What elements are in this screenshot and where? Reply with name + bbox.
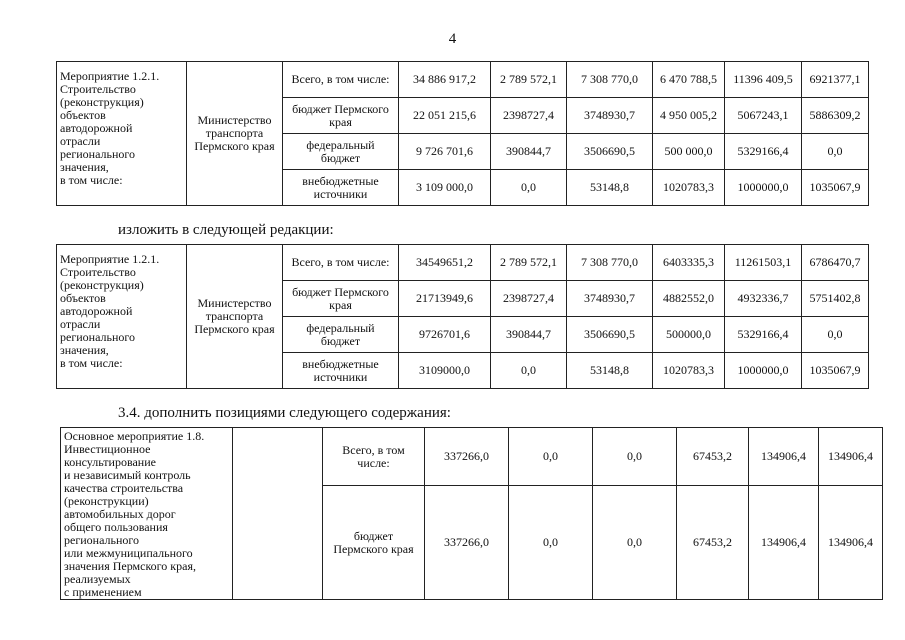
value-cell: 3506690,5 — [567, 134, 653, 170]
value-cell: 9 726 701,6 — [399, 134, 491, 170]
value-cell: 0,0 — [491, 353, 567, 389]
value-cell: 1000000,0 — [725, 170, 802, 206]
value-cell: 11396 409,5 — [725, 62, 802, 98]
funding-source-label: Всего, в том числе: — [323, 428, 425, 486]
activity-description: Основное мероприятие 1.8. Инвестиционное консультирование и независимый контроль качества строительства (реконструкции) автомобильных дорог общего пользования регионального или межмуниципального значения Пермского края, реализуемых с применением — [61, 428, 233, 600]
value-cell: 1000000,0 — [725, 353, 802, 389]
funding-source-label: внебюджетные источники — [283, 353, 399, 389]
value-cell: 4 950 005,2 — [653, 98, 725, 134]
value-cell: 3109000,0 — [399, 353, 491, 389]
value-cell: 53148,8 — [567, 170, 653, 206]
value-cell: 134906,4 — [749, 486, 819, 600]
funding-source-label: федеральный бюджет — [283, 317, 399, 353]
budget-table-addition — [60, 427, 883, 600]
instruction-text: изложить в следующей редакции: — [118, 222, 334, 238]
value-cell: 21713949,6 — [399, 281, 491, 317]
instruction-text: 3.4. дополнить позициями следующего содержания: — [118, 405, 451, 421]
value-cell: 390844,7 — [491, 317, 567, 353]
value-cell: 4932336,7 — [725, 281, 802, 317]
value-cell: 7 308 770,0 — [567, 62, 653, 98]
value-cell: 0,0 — [593, 486, 677, 600]
value-cell: 53148,8 — [567, 353, 653, 389]
table-row — [61, 428, 883, 486]
value-cell: 5329166,4 — [725, 317, 802, 353]
value-cell: 1020783,3 — [653, 170, 725, 206]
funding-source-label: бюджет Пермского края — [283, 98, 399, 134]
value-cell: 6 470 788,5 — [653, 62, 725, 98]
value-cell: 0,0 — [802, 317, 869, 353]
value-cell: 0,0 — [491, 170, 567, 206]
value-cell: 134906,4 — [819, 486, 883, 600]
value-cell: 5886309,2 — [802, 98, 869, 134]
value-cell: 500 000,0 — [653, 134, 725, 170]
page-number: 4 — [448, 31, 457, 47]
value-cell: 2398727,4 — [491, 281, 567, 317]
activity-description: Мероприятие 1.2.1. Строительство (реконструкция) объектов автодорожной отрасли регионального значения, в том числе: — [57, 62, 187, 206]
value-cell: 0,0 — [802, 134, 869, 170]
funding-source-label: бюджет Пермского края — [323, 486, 425, 600]
funding-source-label: федеральный бюджет — [283, 134, 399, 170]
table-row — [57, 62, 869, 98]
funding-source-label: Всего, в том числе: — [283, 245, 399, 281]
value-cell: 337266,0 — [425, 428, 509, 486]
value-cell: 3 109 000,0 — [399, 170, 491, 206]
value-cell: 5329166,4 — [725, 134, 802, 170]
activity-description: Мероприятие 1.2.1. Строительство (реконструкция) объектов автодорожной отрасли регионального значения, в том числе: — [57, 245, 187, 389]
value-cell: 500000,0 — [653, 317, 725, 353]
value-cell: 34549651,2 — [399, 245, 491, 281]
budget-table-revised — [56, 244, 869, 389]
value-cell: 0,0 — [509, 486, 593, 600]
value-cell: 6403335,3 — [653, 245, 725, 281]
value-cell: 5751402,8 — [802, 281, 869, 317]
table-row — [57, 245, 869, 281]
value-cell: 0,0 — [509, 428, 593, 486]
value-cell: 7 308 770,0 — [567, 245, 653, 281]
value-cell: 1035067,9 — [802, 353, 869, 389]
value-cell: 6921377,1 — [802, 62, 869, 98]
funding-source-label: Всего, в том числе: — [283, 62, 399, 98]
value-cell: 1020783,3 — [653, 353, 725, 389]
responsible-ministry: Министерство транспорта Пермского края — [187, 245, 283, 389]
value-cell: 22 051 215,6 — [399, 98, 491, 134]
value-cell: 2 789 572,1 — [491, 62, 567, 98]
value-cell: 3748930,7 — [567, 281, 653, 317]
value-cell: 0,0 — [593, 428, 677, 486]
value-cell: 3506690,5 — [567, 317, 653, 353]
value-cell: 4882552,0 — [653, 281, 725, 317]
value-cell: 11261503,1 — [725, 245, 802, 281]
value-cell: 1035067,9 — [802, 170, 869, 206]
value-cell: 6786470,7 — [802, 245, 869, 281]
value-cell: 2 789 572,1 — [491, 245, 567, 281]
funding-source-label: бюджет Пермского края — [283, 281, 399, 317]
responsible-ministry: Министерство транспорта Пермского края — [187, 62, 283, 206]
budget-table-original — [56, 61, 869, 206]
value-cell: 134906,4 — [749, 428, 819, 486]
value-cell: 67453,2 — [677, 428, 749, 486]
value-cell: 3748930,7 — [567, 98, 653, 134]
value-cell: 337266,0 — [425, 486, 509, 600]
value-cell: 9726701,6 — [399, 317, 491, 353]
value-cell: 34 886 917,2 — [399, 62, 491, 98]
value-cell: 67453,2 — [677, 486, 749, 600]
responsible-ministry — [233, 428, 323, 600]
value-cell: 5067243,1 — [725, 98, 802, 134]
funding-source-label: внебюджетные источники — [283, 170, 399, 206]
value-cell: 390844,7 — [491, 134, 567, 170]
value-cell: 2398727,4 — [491, 98, 567, 134]
value-cell: 134906,4 — [819, 428, 883, 486]
